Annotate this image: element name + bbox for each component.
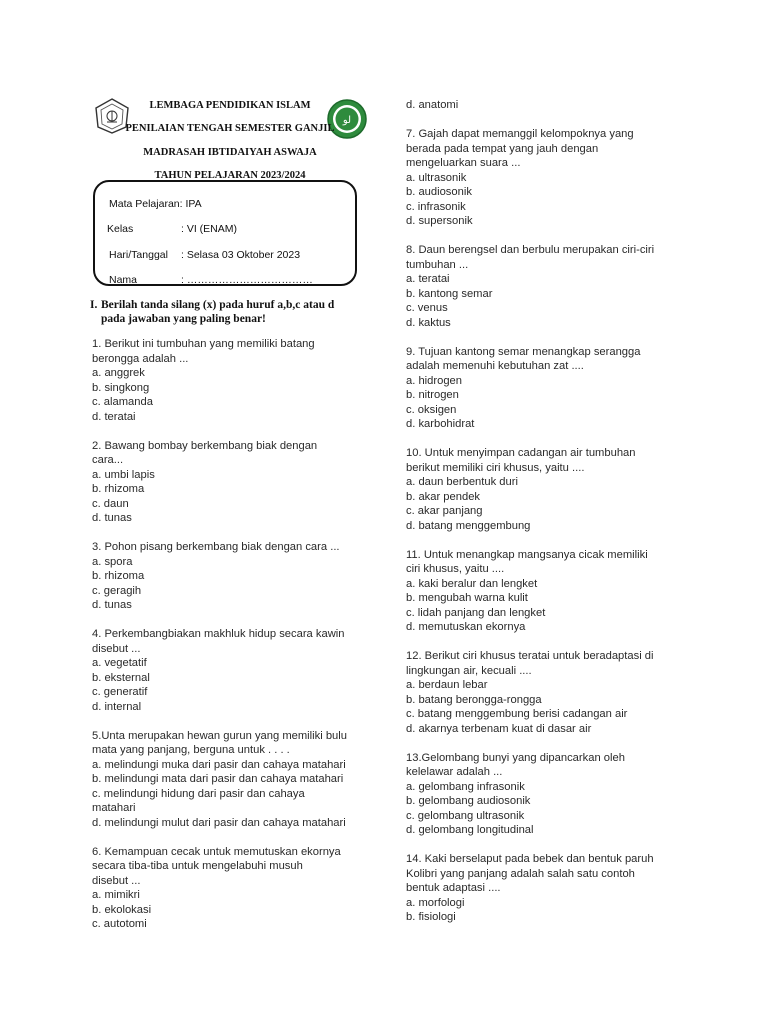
answer-option: c. daun [92,497,129,510]
answer-option: b. kantong semar [406,287,493,300]
answer-option: c. melindungi hidung dari pasir dan cahaya [92,787,305,800]
question-stem-line: ciri khusus, yaitu .... [406,563,505,575]
exam-title: PENILAIAN TENGAH SEMESTER GANJIL [125,123,335,134]
logo-right-text: ﻟﻮ [342,115,352,126]
answer-option: a. morfologi [406,896,465,909]
question-stem [92,627,372,656]
questions-right-column [406,98,691,939]
answer-option: d. tunas [92,599,132,611]
answer-option: a. anggrek [92,367,145,379]
question-stem [406,649,691,678]
questions-left-column [92,337,372,946]
question-item [406,751,691,838]
question-stem-line: 3. Pohon pisang berkembang biak dengan cara ... [92,541,340,553]
answer-option: c. geragih [92,584,142,597]
question-stem-line: secara tiba-tiba untuk mengelabuhi musuh [92,860,303,872]
question-stem-line: 5.Unta merupakan hewan gurun yang memiliki bulu [92,729,347,742]
answer-option: b. mengubah warna kulit [406,592,528,604]
question-stem-line: 2. Bawang bombay berkembang biak dengan [92,439,318,452]
question-stem [92,439,372,468]
answer-option: d. akarnya terbenam kuat di dasar air [406,722,592,735]
answer-option: b. singkong [92,381,150,394]
question-stem-line: lingkungan air, kecuali .... [406,664,532,677]
answer-option: d. internal [92,700,142,713]
question-item [406,127,691,229]
question-stem [406,243,691,272]
answer-option: b. batang berongga-rongga [406,693,542,706]
answer-option: d. tunas [92,512,132,524]
question-item [92,439,372,526]
question-stem-line: kelelawar adalah ... [406,766,503,778]
answer-option: c. akar panjang [406,505,483,517]
answer-option: a. hidrogen [406,374,462,387]
question-item [406,649,691,736]
answer-option: b. nitrogen [406,389,459,401]
answer-option: c. oksigen [406,403,457,416]
answer-option: d. teratai [92,410,136,423]
date-label: Hari/Tanggal [109,249,168,261]
section-instruction [90,298,360,326]
question-stem-line: cara... [92,454,124,466]
question-stem-line: bentuk adaptasi .... [406,882,501,894]
answer-option: a. berdaun lebar [406,679,488,691]
school-name: MADRASAH IBTIDAIYAH ASWAJA [143,147,317,158]
answer-option: b. rhizoma [92,483,145,495]
answer-option: c. autotomi [92,918,147,930]
question-stem-line: disebut ... [92,874,141,887]
answer-option: a. kaki beralur dan lengket [406,577,538,590]
answer-option: c. batang menggembung berisi cadangan air [406,708,628,720]
answer-option: a. teratai [406,273,450,285]
name-value: : ……………………………… [181,274,313,286]
answer-option: d. kaktus [406,316,451,329]
question-item [92,845,372,932]
question-stem-line: 13.Gelombang bunyi yang dipancarkan oleh [406,751,625,764]
question-stem-line: 12. Berikut ciri khusus teratai untuk beradaptasi di [406,650,654,662]
student-info-box [93,180,357,286]
answer-option: c. alamanda [92,396,153,408]
question-stem-line: 9. Tujuan kantong semar menangkap serangga [406,345,641,358]
answer-option: b. akar pendek [406,490,481,503]
answer-option: d. gelombang longitudinal [406,824,534,836]
answer-option: a. gelombang infrasonik [406,780,525,793]
question-stem [92,540,372,555]
instruction-line-1: Berilah tanda silang (x) pada huruf a,b,c atau d [101,299,335,311]
question-stem-line: 1. Berikut ini tumbuhan yang memiliki batang [92,338,315,350]
answer-option: d. memutuskan ekornya [406,621,526,633]
question-stem [406,852,691,896]
answer-option: b. gelombang audiosonik [406,795,531,807]
question-stem-line: berongga adalah ... [92,352,189,365]
question-stem-line: Kolibri yang panjang adalah salah satu contoh [406,867,635,880]
question-item [406,852,691,925]
question-item [406,243,691,330]
name-label: Nama [109,274,138,286]
answer-option: c. venus [406,302,448,314]
question-stem [406,446,691,475]
question-item [406,548,691,635]
class-value: : VI (ENAM) [181,223,238,235]
question-stem-line: berikut memiliki ciri khusus, yaitu .... [406,461,585,474]
question-item [92,627,372,714]
question-stem-line: 4. Perkembangbiakan makhluk hidup secara kawin [92,628,345,640]
subject-label: Mata Pelajaran: IPA [109,198,202,210]
answer-option: c. infrasonik [406,200,466,213]
date-value: : Selasa 03 Oktober 2023 [181,249,301,261]
question-stem-line: adalah memenuhi kebutuhan zat .... [406,360,584,372]
answer-option: b. melindungi mata dari pasir dan cahaya matahari [92,773,344,785]
answer-option: a. spora [92,555,133,568]
question-stem [406,751,691,780]
question-item [92,337,372,424]
question-stem-line: 11. Untuk menangkap mangsanya cicak memiliki [406,548,648,561]
question-item [406,446,691,533]
question-stem-line: disebut ... [92,642,141,655]
answer-option: a. vegetatif [92,657,147,669]
answer-option: b. eksternal [92,671,150,684]
question-stem [92,337,372,366]
question-stem [406,127,691,171]
answer-option: a. mimikri [92,889,140,901]
answer-option: d. batang menggembung [406,519,531,532]
institution-name: LEMBAGA PENDIDIKAN ISLAM [149,100,311,111]
answer-option: matahari [92,802,136,814]
instruction-line-2: pada jawaban yang paling benar! [101,313,266,325]
academic-year: TAHUN PELAJARAN 2023/2024 [154,170,306,181]
answer-option: c. lidah panjang dan lengket [406,606,546,619]
answer-option: d. karbohidrat [406,418,475,430]
question-item [406,345,691,432]
answer-option: a. melindungi muka dari pasir dan cahaya matahari [92,758,346,771]
answer-option: d. melindungi mulut dari pasir dan cahaya matahari [92,816,346,829]
answer-option: a. daun berbentuk duri [406,476,518,488]
question-stem-line: berada pada tempat yang jauh dengan [406,142,599,155]
answer-option: a. ultrasonik [406,171,467,184]
answer-option: a. umbi lapis [92,468,155,481]
answer-option: b. fisiologi [406,911,456,923]
question-item [92,729,372,831]
answer-option: b. rhizoma [92,570,145,582]
question-item [92,540,372,613]
answer-option: d. supersonik [406,215,473,227]
answer-option: b. ekolokasi [92,903,152,916]
question-stem-line: 8. Daun berengsel dan berbulu merupakan ciri-ciri [406,244,655,256]
class-label: Kelas [107,223,134,235]
question-stem-line: 14. Kaki berselaput pada bebek dan bentuk paruh [406,853,654,865]
question-stem-line: 6. Kemampuan cecak untuk memutuskan ekornya [92,845,341,858]
answer-option: b. audiosonik [406,186,472,198]
question-stem-line: 10. Untuk menyimpan cadangan air tumbuhan [406,447,636,459]
question-stem [406,345,691,374]
answer-option: c. generatif [92,686,148,698]
question-stem-line: tumbuhan ... [406,258,469,271]
carry-over-option: d. anatomi [406,99,459,111]
question-stem-line: mengeluarkan suara ... [406,157,521,169]
question-stem-line: 7. Gajah dapat memanggil kelompoknya yang [406,128,634,140]
answer-option: c. gelombang ultrasonik [406,809,525,822]
section-number: I. [90,299,98,311]
question-stem-line: mata yang panjang, berguna untuk . . . . [92,744,290,756]
question-stem [92,845,372,889]
question-stem [92,729,372,758]
question-stem [406,548,691,577]
